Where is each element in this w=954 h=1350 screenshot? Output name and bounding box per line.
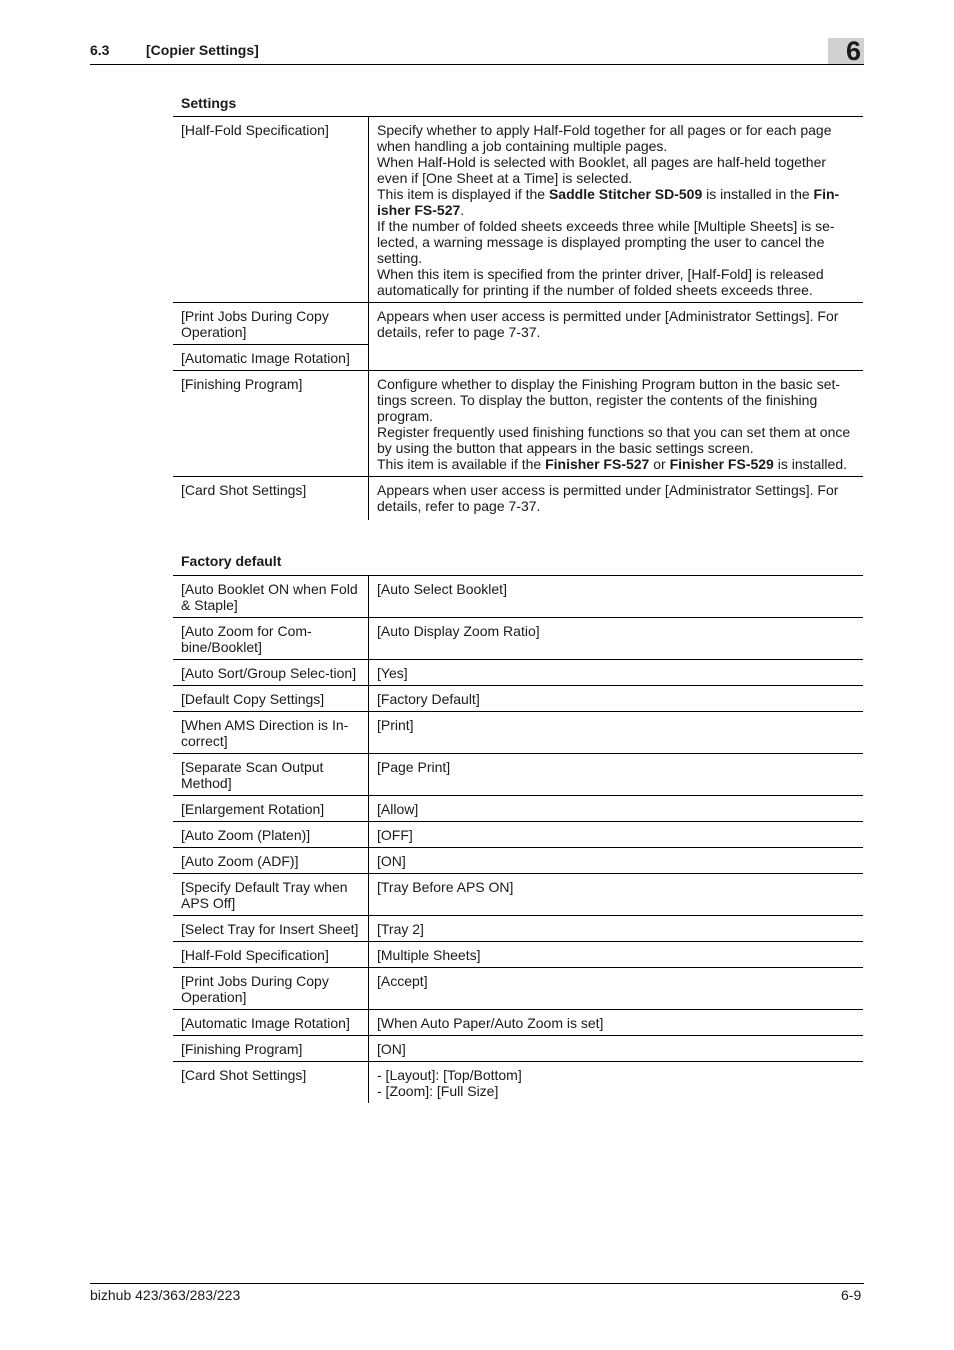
setting-description [369,371,864,477]
footer-page-number: 6-9 [841,1287,862,1303]
factory-row [173,968,863,1010]
factory-setting-value [369,1010,864,1036]
factory-setting-value [369,796,864,822]
text-run: Register frequently used finishing functions so that you can set them at once by using the button that appears in the basic settings screen. [377,424,851,456]
factory-setting-value [369,660,864,686]
setting-description [369,303,864,371]
factory-default-heading: Factory default [181,553,282,569]
settings-row [173,371,863,477]
text-run: Configure whether to display the Finishing Program button in the basic set-tings screen. To display the button, register the contents of the finishing program. [377,376,841,424]
value-line: [Accept] [377,973,428,989]
factory-row [173,754,863,796]
description-paragraph [377,122,855,154]
value-line: [OFF] [377,827,413,843]
value-line: [ON] [377,853,406,869]
factory-row [173,848,863,874]
text-run: . [460,202,465,218]
footer-product: bizhub 423/363/283/223 [90,1287,241,1303]
factory-row [173,576,863,618]
value-line: [Tray Before APS ON] [377,879,514,895]
header-rule [90,64,864,65]
factory-setting-value [369,848,864,874]
description-paragraph [377,154,855,186]
factory-setting-value [369,576,864,618]
factory-setting-value [369,916,864,942]
bold-term: Saddle Stitcher SD-509 [548,186,703,202]
value-line: [When Auto Paper/Auto Zoom is set] [377,1015,604,1031]
footer-rule [90,1283,864,1284]
description-paragraph [377,218,855,266]
factory-row [173,916,863,942]
setting-description [369,117,864,303]
factory-setting-name: [Default Copy Settings] [173,686,369,712]
text-run: When this item is specified from the printer driver, [Half-Fold] is released automatically for printing if the number of folded sheets exceeds three. [377,266,824,298]
value-line: [Allow] [377,801,419,817]
factory-setting-name: [Select Tray for Insert Sheet] [173,916,369,942]
value-line: - [Zoom]: [Full Size] [377,1083,499,1099]
value-line: [Auto Display Zoom Ratio] [377,623,540,639]
description-paragraph [377,456,855,472]
factory-row [173,1062,863,1104]
value-line: [Auto Select Booklet] [377,581,507,597]
factory-setting-value [369,1036,864,1062]
factory-setting-value [369,754,864,796]
factory-row [173,712,863,754]
factory-setting-value [369,968,864,1010]
factory-setting-name: [Auto Zoom for Com-bine/Booklet] [173,618,369,660]
setting-description [369,477,864,521]
factory-setting-name: [Enlargement Rotation] [173,796,369,822]
factory-setting-name: [Auto Booklet ON when Fold & Staple] [173,576,369,618]
factory-setting-value [369,618,864,660]
description-paragraph [377,482,855,514]
value-line: - [Layout]: [Top/Bottom] [377,1067,522,1083]
description-paragraph [377,266,855,298]
factory-setting-name: [Auto Sort/Group Selec-tion] [173,660,369,686]
value-line: [Yes] [377,665,408,681]
factory-row [173,618,863,660]
factory-setting-name: [Print Jobs During Copy Operation] [173,968,369,1010]
factory-row [173,1010,863,1036]
factory-setting-name: [Specify Default Tray when APS Off] [173,874,369,916]
settings-table [173,116,863,520]
setting-name: [Finishing Program] [173,371,369,477]
value-line: [Page Print] [377,759,451,775]
setting-name: [Card Shot Settings] [173,477,369,521]
setting-name: [Automatic Image Rotation] [173,345,369,371]
text-run: Appears when user access is permitted under [Administrator Settings]. For details, refer to page 7-37. [377,482,839,514]
factory-setting-value [369,822,864,848]
text-run: is installed. [773,456,847,472]
settings-row [173,477,863,521]
value-line: [Tray 2] [377,921,424,937]
text-run: This item is displayed if the [377,186,549,202]
settings-row [173,117,863,303]
text-run: or [649,456,670,472]
factory-setting-name: [Card Shot Settings] [173,1062,369,1104]
factory-setting-name: [Automatic Image Rotation] [173,1010,369,1036]
settings-heading: Settings [181,95,237,111]
text-run: Appears when user access is permitted under [Administrator Settings]. For details, refer to page 7-37. [377,308,839,340]
bold-term: Finisher FS-527 [545,456,650,472]
text-run: is installed in the [702,186,814,202]
factory-setting-name: [Finishing Program] [173,1036,369,1062]
text-run: When Half-Hold is selected with Booklet, all pages are half-held together even if [One Sheet at a Time] is selected. [377,154,827,186]
factory-setting-name: [When AMS Direction is In-correct] [173,712,369,754]
bold-term: Finisher FS-529 [669,456,774,472]
text-run: Specify whether to apply Half-Fold together for all pages or for each page when handling a job containing multiple pages. [377,122,832,154]
factory-row [173,686,863,712]
factory-setting-value [369,712,864,754]
factory-setting-value [369,942,864,968]
value-line: [Print] [377,717,414,733]
setting-name: [Half-Fold Specification] [173,117,369,303]
factory-row [173,1036,863,1062]
factory-setting-name: [Auto Zoom (Platen)] [173,822,369,848]
factory-setting-value [369,1062,864,1104]
section-title: [Copier Settings] [146,42,259,58]
description-paragraph [377,424,855,456]
factory-setting-name: [Half-Fold Specification] [173,942,369,968]
chapter-number: 6 [846,36,862,66]
factory-row [173,942,863,968]
factory-setting-name: [Auto Zoom (ADF)] [173,848,369,874]
description-paragraph [377,376,855,424]
value-line: [Factory Default] [377,691,480,707]
setting-name: [Print Jobs During Copy Operation] [173,303,369,345]
section-number: 6.3 [90,42,110,58]
settings-row [173,303,863,345]
value-line: [ON] [377,1041,406,1057]
text-run: If the number of folded sheets exceeds three while [Multiple Sheets] is se-lected, a warning message is displayed prompting the user to cancel the setting. [377,218,835,266]
factory-row [173,660,863,686]
text-run: This item is available if the [377,456,546,472]
factory-row [173,874,863,916]
factory-setting-value [369,686,864,712]
bold-term: Fin-isher FS-527 [377,186,840,218]
factory-setting-value [369,874,864,916]
factory-row [173,796,863,822]
factory-setting-name: [Separate Scan Output Method] [173,754,369,796]
description-paragraph [377,308,855,340]
description-paragraph [377,186,855,218]
factory-row [173,822,863,848]
value-line: [Multiple Sheets] [377,947,481,963]
factory-default-table [173,575,863,1103]
